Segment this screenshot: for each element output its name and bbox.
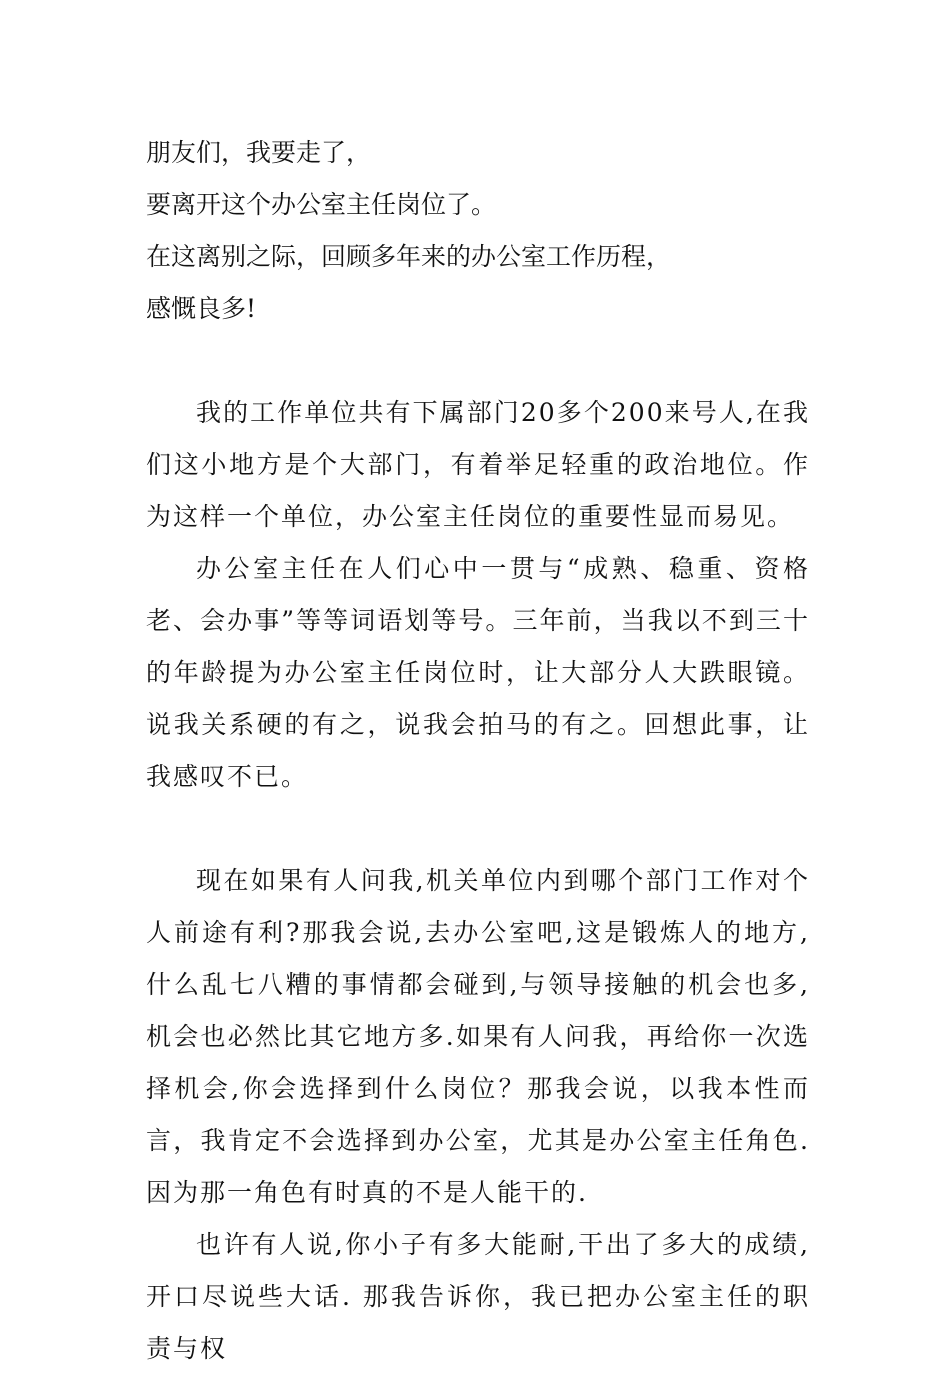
blank-line bbox=[146, 335, 810, 387]
intro-line: 朋友们，我要走了， bbox=[146, 138, 372, 167]
intro-line: 感慨良多! bbox=[146, 294, 257, 323]
paragraph: 办公室主任在人们心中一贯与“成熟、稳重、资格老、会办事”等等词语划等号。三年前，当我以不到三十的年龄提为办公室主任岗位时，让大部分人大跌眼镜。说我关系硬的有之，说我会拍马的有之。回想此事，让我感叹不已。 bbox=[146, 554, 810, 791]
intro-line: 要离开这个办公室主任岗位了。 bbox=[146, 190, 497, 219]
paragraph: 我的工作单位共有下属部门20多个200来号人,在我们这小地方是个大部门，有着举足轻重的政治地位。作为这样一个单位，办公室主任岗位的重要性显而易见。 bbox=[146, 398, 810, 531]
intro-line: 在这离别之际，回顾多年来的办公室工作历程， bbox=[146, 242, 672, 271]
document-body bbox=[146, 127, 810, 1375]
paragraph: 现在如果有人问我,机关单位内到哪个部门工作对个人前途有利?那我会说,去办公室吧,这是锻炼人的地方,什么乱七八糟的事情都会碰到,与领导接触的机会也多,机会也必然比其它地方多.如果有人问我，再给你一次选择机会,你会选择到什么岗位？那我会说，以我本性而言，我肯定不会选择到办公室，尤其是办公室主任角色. 因为那一角色有时真的不是人能干的. bbox=[146, 866, 810, 1207]
paragraph: 也许有人说,你小子有多大能耐,干出了多大的成绩,开口尽说些大话. 那我告诉你，我已把办公室主任的职责与权 bbox=[146, 1230, 810, 1363]
blank-line bbox=[146, 803, 810, 855]
